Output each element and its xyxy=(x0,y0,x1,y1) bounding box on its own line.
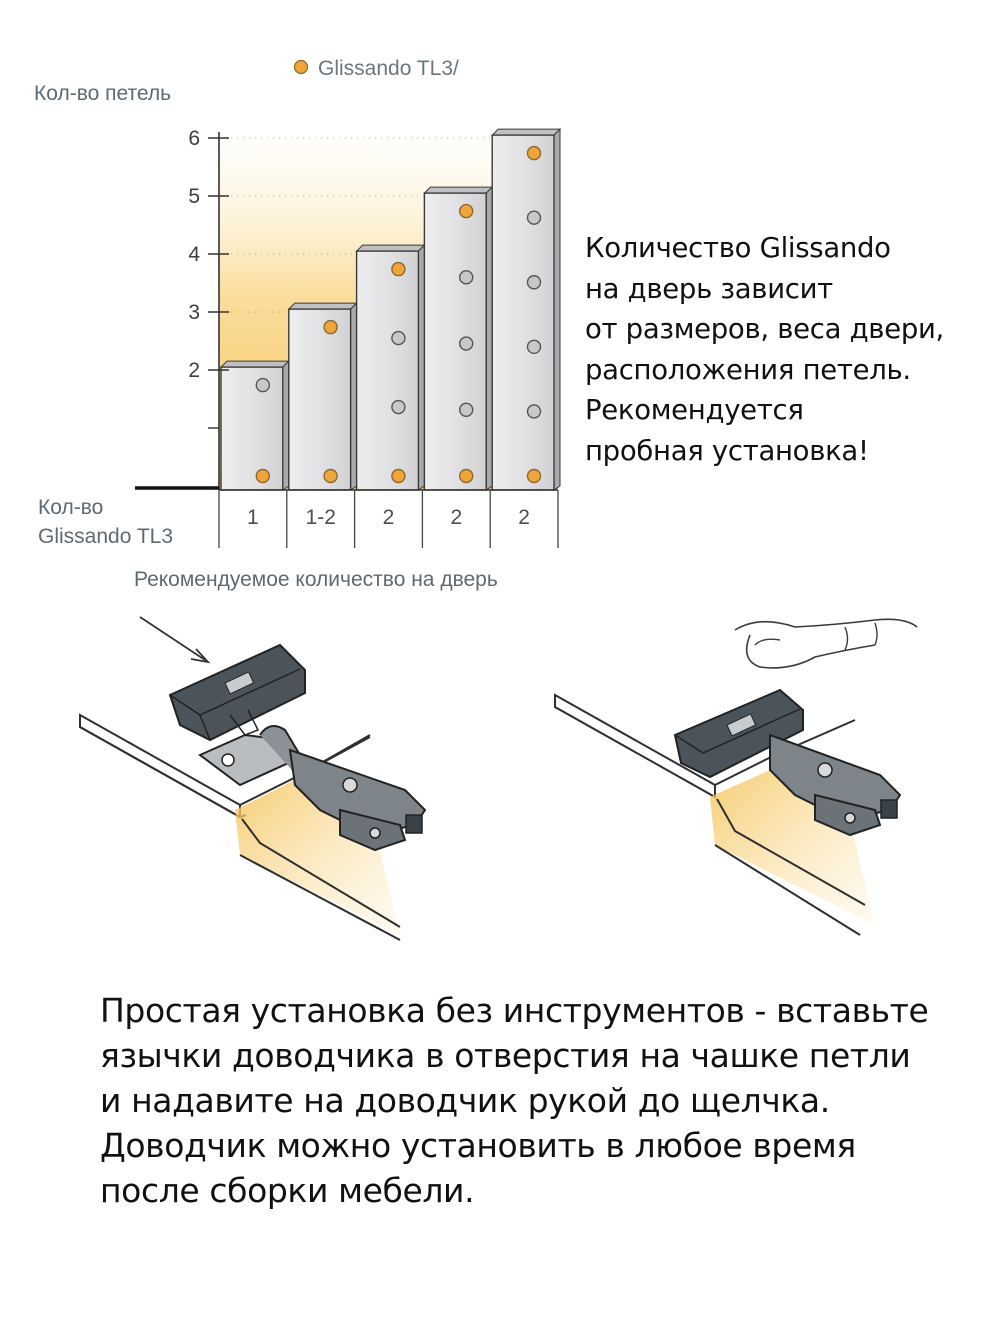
glissando-dot xyxy=(324,470,337,483)
bar-top-face xyxy=(424,187,492,193)
bar-side-face xyxy=(283,361,289,490)
bar-top-face xyxy=(289,303,357,309)
y-tick-label: 5 xyxy=(188,185,200,208)
glissando-dot xyxy=(392,470,405,483)
side-note-line: от размеров, веса двери, xyxy=(585,313,945,345)
bar-front-face xyxy=(289,309,351,490)
x-axis-title: Рекомендуемое количество на дверь xyxy=(134,568,498,591)
bar-front-face xyxy=(424,193,486,490)
category-label: 2 xyxy=(382,506,395,529)
category-label: 1 xyxy=(247,506,259,529)
category-label: 2 xyxy=(518,506,530,529)
side-note-line: Количество Glissando xyxy=(585,232,891,264)
hinge-dot xyxy=(528,211,541,224)
hinge-dot xyxy=(460,271,473,284)
glissando-dot xyxy=(528,470,541,483)
side-note xyxy=(585,228,990,471)
glissando-dot xyxy=(460,205,473,218)
y-tick-label: 6 xyxy=(188,127,200,150)
y-tick-label: 2 xyxy=(188,359,200,382)
bar xyxy=(221,361,289,490)
bar-front-face xyxy=(492,135,554,490)
y-tick-label: 4 xyxy=(188,243,200,266)
row-label-line-2: Glissando TL3 xyxy=(38,525,174,548)
glissando-dot xyxy=(256,470,269,483)
hinge-insert-icon xyxy=(70,605,490,945)
description-line: Простая установка без инструментов - вставьте xyxy=(100,991,929,1030)
hinge-press-icon xyxy=(545,605,945,945)
description-line: и надавите на доводчик рукой до щелчка. xyxy=(100,1081,830,1120)
bar-side-face xyxy=(486,187,492,490)
hinge-dot xyxy=(528,340,541,353)
description-line: после сборки мебели. xyxy=(100,1171,475,1210)
glissando-dot xyxy=(392,263,405,276)
side-note-line: пробная установка! xyxy=(585,434,869,467)
hinge-dot xyxy=(528,276,541,289)
side-note-line: на дверь зависит xyxy=(585,272,833,305)
y-axis-title: Кол-во петель xyxy=(34,82,172,105)
installation-description xyxy=(100,988,980,1213)
category-label: 2 xyxy=(450,506,463,529)
bar-side-face xyxy=(418,245,424,490)
legend-label: Glissando TL3/ xyxy=(318,57,459,80)
bar-side-face xyxy=(554,129,560,490)
bar xyxy=(424,187,492,490)
side-note-line: Рекомендуется xyxy=(585,394,804,426)
bar-front-face xyxy=(357,251,419,490)
bar-front-face xyxy=(221,367,283,490)
bar-side-face xyxy=(351,303,357,490)
hinge-dot xyxy=(460,403,473,416)
hinge-dot xyxy=(256,379,269,392)
bar xyxy=(289,303,357,490)
hinge-dot xyxy=(460,337,473,350)
glissando-dot xyxy=(460,470,473,483)
hinge-dot xyxy=(392,332,405,345)
category-label: 1-2 xyxy=(305,506,336,529)
glissando-dot xyxy=(528,147,541,160)
row-label-line-1: Кол-во xyxy=(38,496,104,519)
side-note-line: расположения петель. xyxy=(585,353,911,386)
hinge-dot xyxy=(528,405,541,418)
hinge-dot xyxy=(392,401,405,414)
bar-top-face xyxy=(492,129,560,135)
description-line: язычки доводчика в отверстия на чашке петли xyxy=(100,1036,911,1075)
description-line: Доводчик можно установить в любое время xyxy=(100,1126,856,1165)
y-tick-label: 3 xyxy=(188,301,200,324)
glissando-dot xyxy=(324,321,337,334)
bar-top-face xyxy=(357,245,425,251)
bar xyxy=(357,245,425,490)
bar-top-face xyxy=(221,361,289,367)
row-label xyxy=(38,496,173,548)
legend-swatch-dot xyxy=(295,61,308,74)
bar xyxy=(492,129,560,490)
